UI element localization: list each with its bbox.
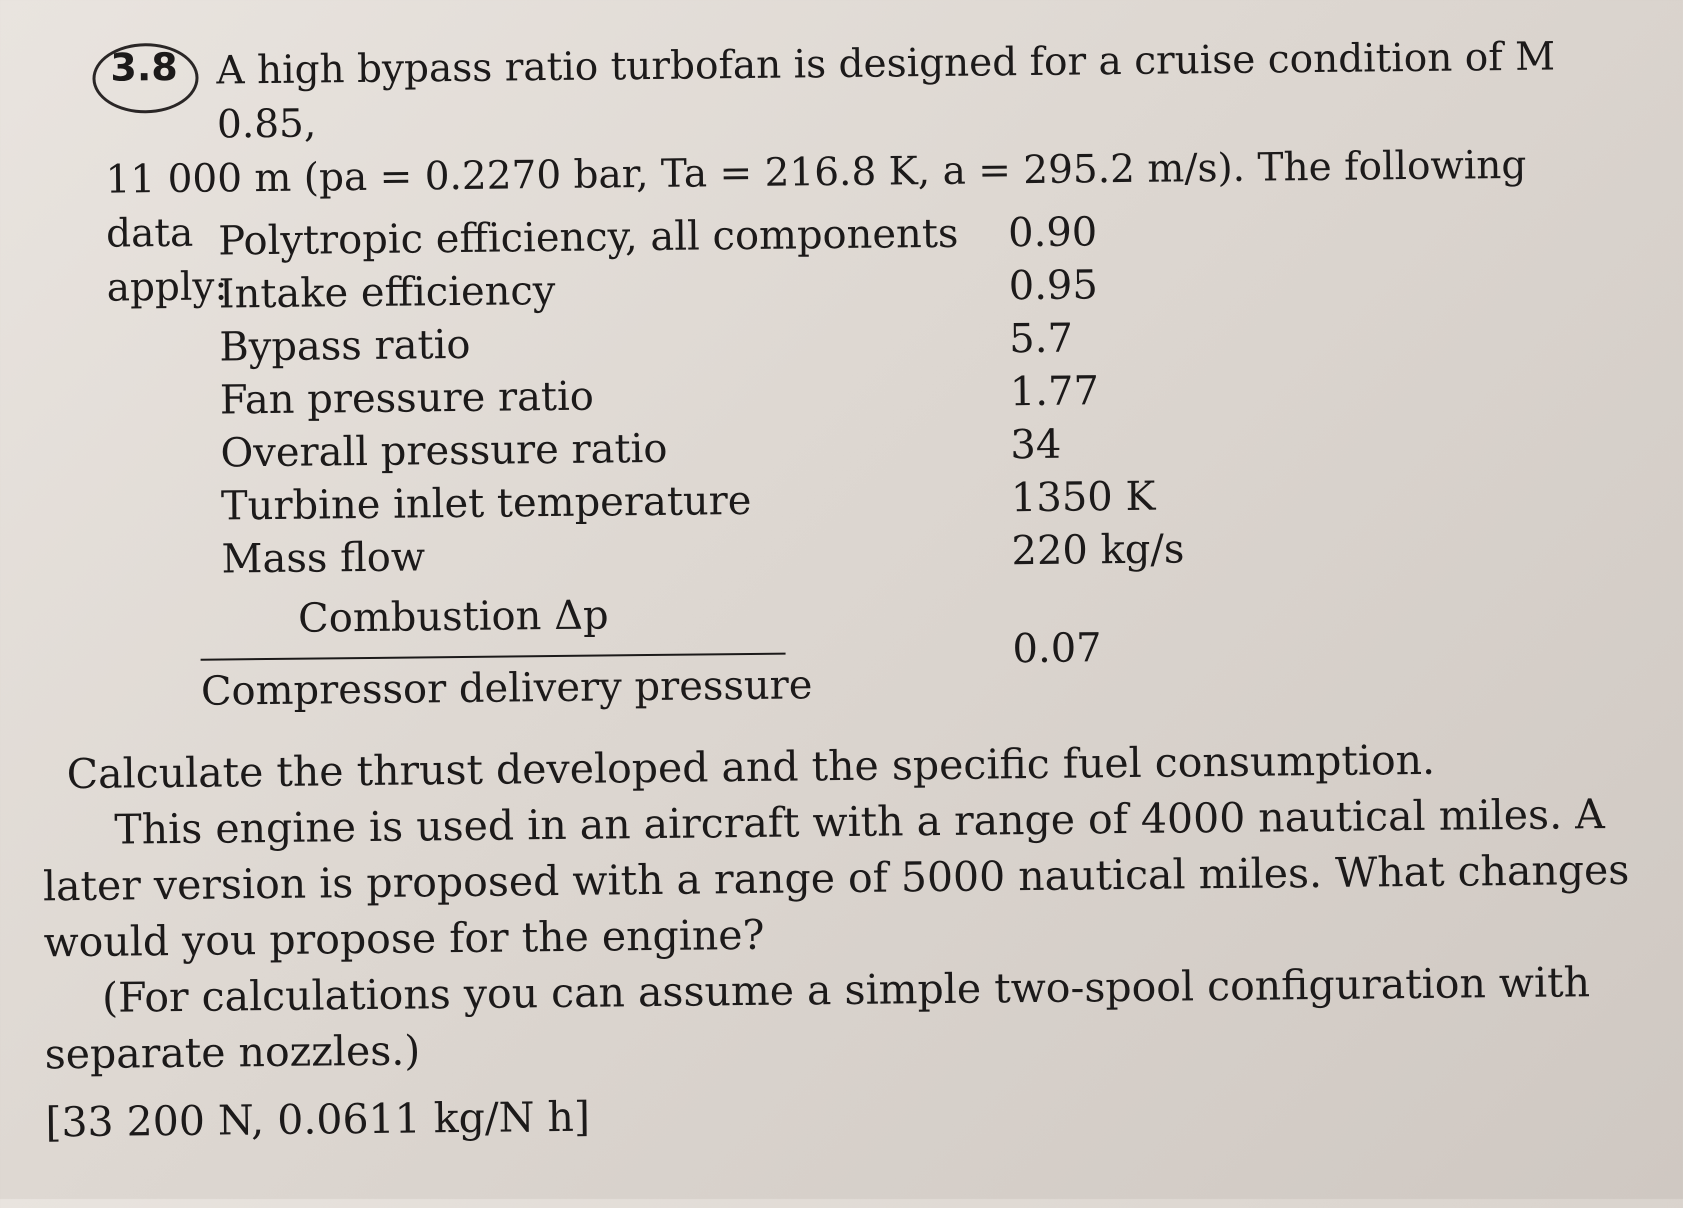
fraction-bar [201,653,786,661]
data-row [219,368,1100,430]
data-value: 34 [1010,421,1062,469]
intro-line-3: apply: [106,264,228,311]
question-text [41,730,1634,1083]
data-label: Polytropic efficiency, all components [217,210,959,265]
data-row [217,209,1098,272]
data-label: Turbine inlet temperature [220,477,752,530]
data-row [220,421,1062,483]
fraction-value: 0.07 [1012,625,1102,673]
data-table [217,209,1185,590]
data-value: 220 kg/s [1011,526,1185,575]
data-value: 5.7 [1009,315,1074,363]
question-line-1: Calculate the thrust developed and the specific fuel consumption. [66,735,1436,799]
question-paragraph-2: This engine is used in an aircraft with a range of 4000 nautical miles. A later version is proposed with a range of 5000 nautical miles. What changes would you propose for the engine? [42,790,1630,967]
data-row [219,315,1074,378]
answer-text: [33 200 N, 0.0611 kg/N h] [45,1092,591,1147]
data-label: Bypass ratio [219,321,471,371]
intro-line-1: A high bypass ratio turbofan is designed for a cruise condition of M 0.85, [216,34,1556,148]
intro-line-2: 11 000 m (pa = 0.2270 bar, Ta = 216.8 K, a = 295.2 m/s). The following data [105,142,1527,257]
data-label: Intake efficiency [218,267,556,318]
fraction-denominator: Compressor delivery pressure [200,662,813,715]
data-label: Mass flow [221,534,426,583]
data-label: Overall pressure ratio [220,425,668,477]
data-row [221,526,1185,589]
data-value: 1350 K [1010,473,1156,522]
data-value: 1.77 [1009,368,1100,416]
data-value: 0.90 [1007,209,1098,257]
problem-number: 3.8 [110,44,178,90]
fraction-numerator: Combustion Δp [297,592,609,642]
combustion-fraction [200,590,813,726]
data-row [218,262,1099,325]
data-value: 0.95 [1008,262,1099,310]
data-label: Fan pressure ratio [219,373,595,424]
data-row [220,473,1156,536]
question-paragraph-3: (For calculations you can assume a simple two-spool configuration with separate nozzles.) [44,958,1591,1079]
